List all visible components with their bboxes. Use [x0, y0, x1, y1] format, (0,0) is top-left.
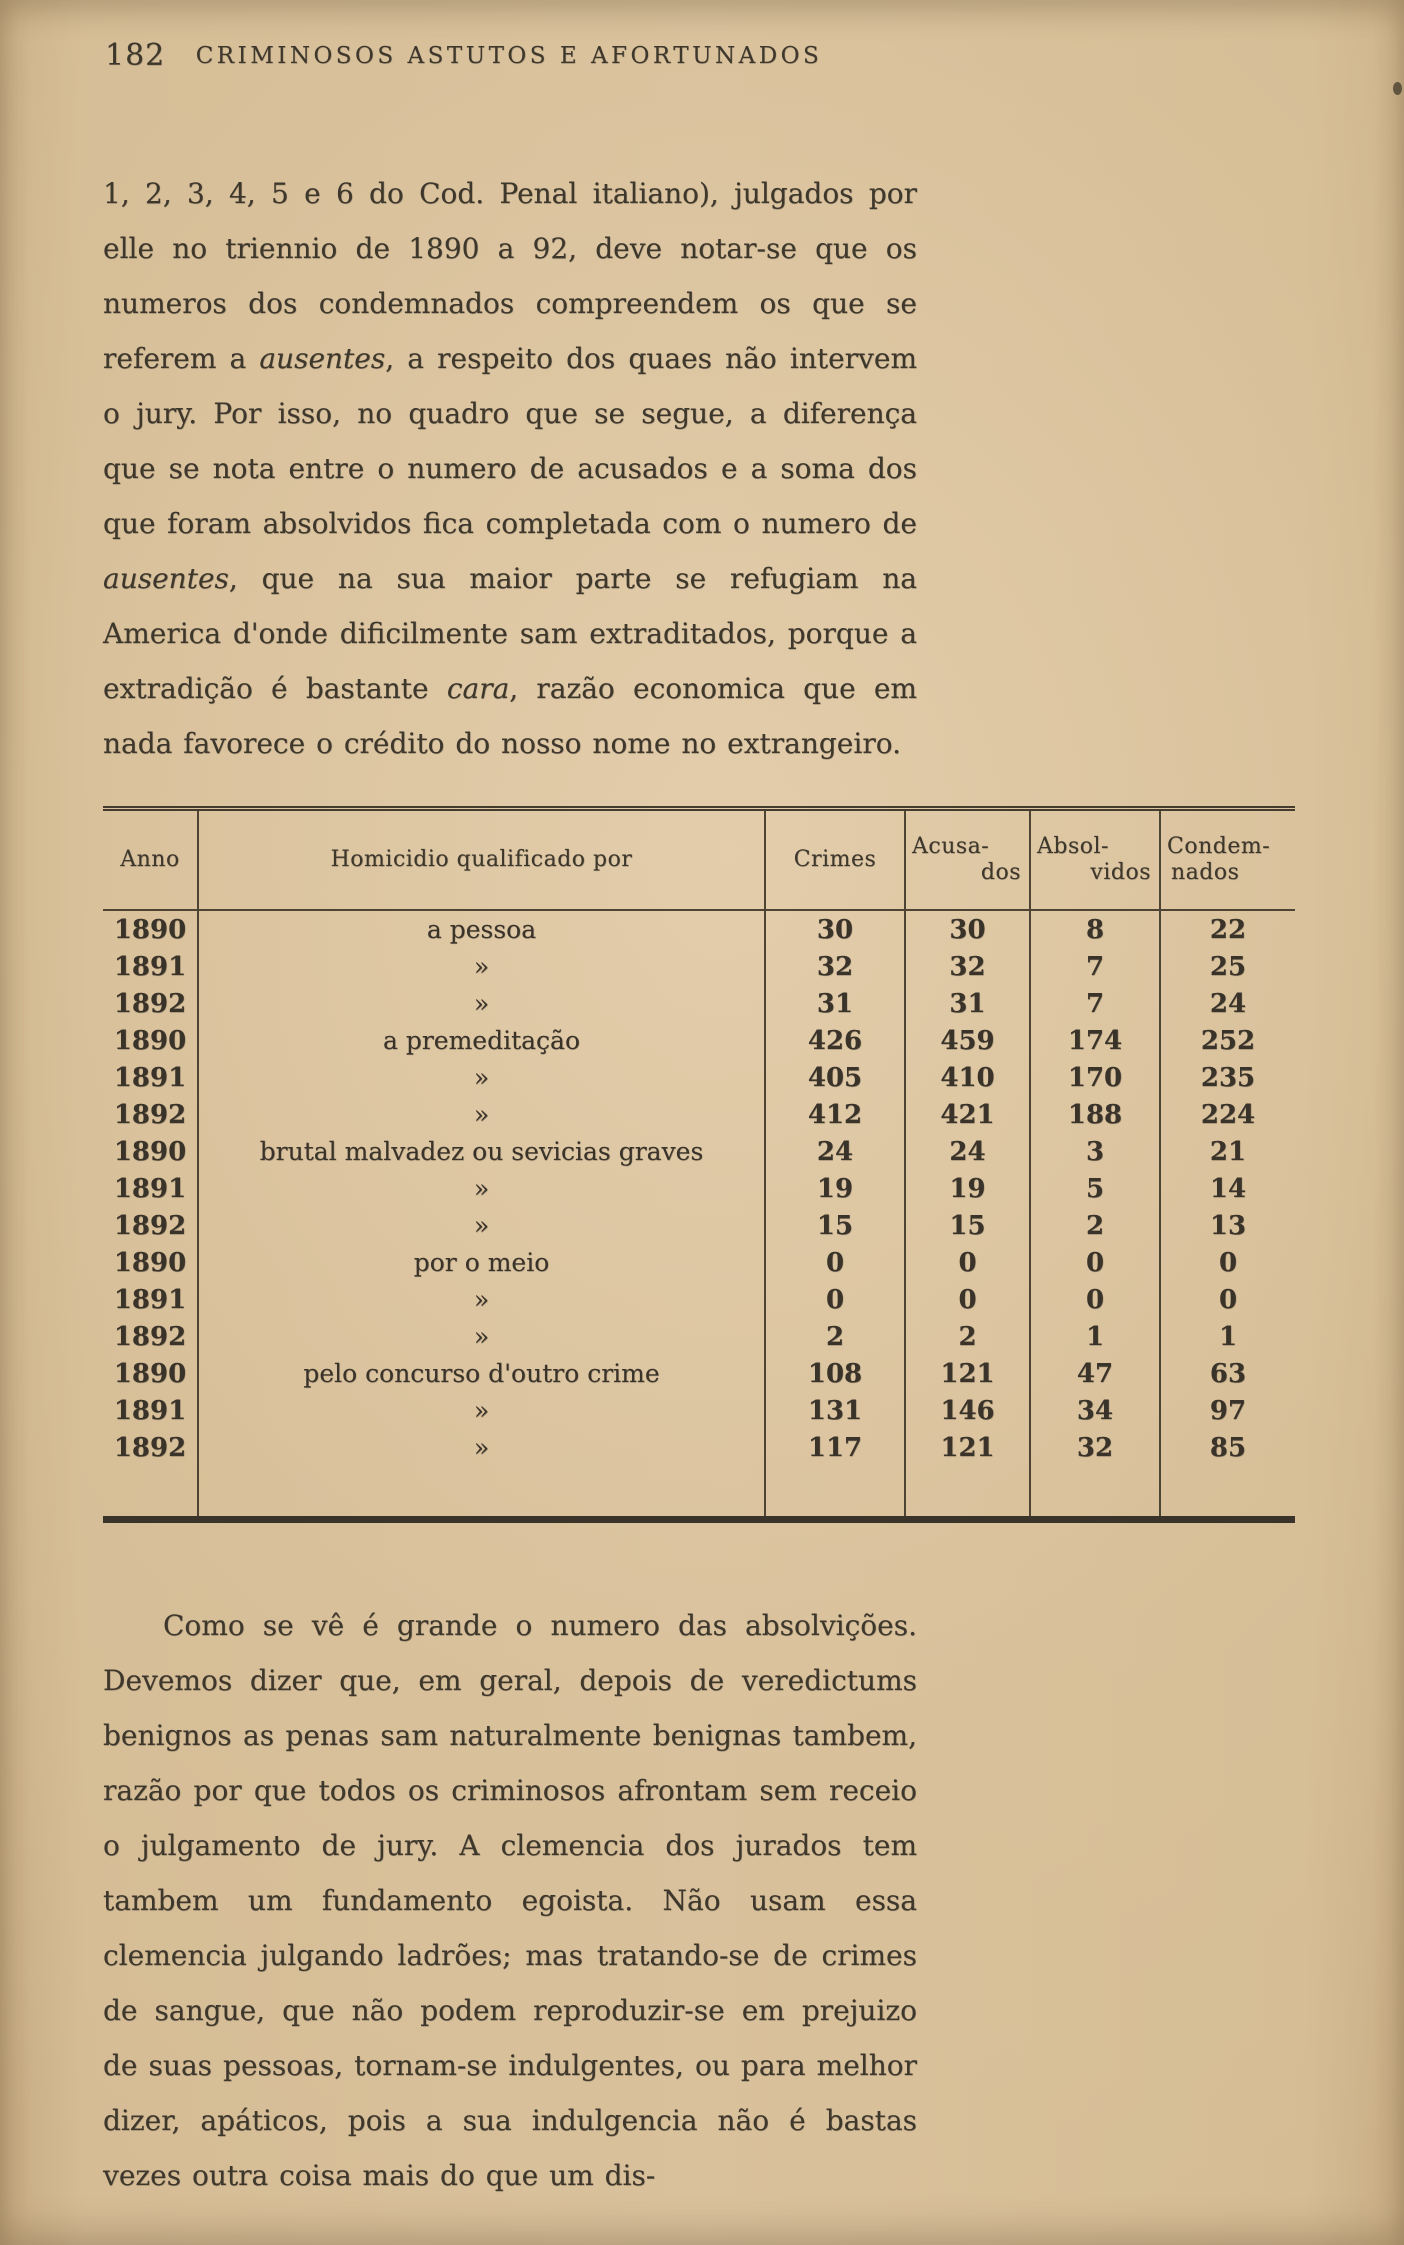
statistics-table — [103, 806, 1295, 1523]
table-cell: 24 — [1160, 985, 1295, 1022]
table-cell: 1891 — [113, 1284, 187, 1315]
table-cell: 0 — [765, 1244, 905, 1281]
header-crimes: Crimes — [765, 809, 905, 911]
spacer-row — [103, 1466, 1295, 1520]
table-cell: » — [198, 1207, 765, 1244]
table-cell: » — [198, 1170, 765, 1207]
table-cell: 47 — [1030, 1355, 1160, 1392]
table-cell: 0 — [1030, 1281, 1160, 1318]
table-cell: 0 — [905, 1281, 1030, 1318]
table-cell: » — [198, 1392, 765, 1429]
table-cell: 1 — [1030, 1318, 1160, 1355]
table-cell: 7 — [1030, 948, 1160, 985]
scan-speck — [1393, 82, 1402, 95]
table-cell: 1891 — [113, 1173, 187, 1204]
table-cell: 2 — [765, 1318, 905, 1355]
table-row — [103, 1133, 1295, 1170]
table-cell: por o meio — [198, 1244, 765, 1281]
italic-ausentes: ausentes — [103, 562, 229, 595]
running-head — [103, 36, 915, 84]
table-cell: 0 — [1030, 1244, 1160, 1281]
table-cell: 31 — [765, 985, 905, 1022]
table-cell: 22 — [1160, 910, 1295, 948]
table-cell: 1892 — [113, 1099, 187, 1130]
table-cell: » — [198, 1429, 765, 1466]
table-cell: » — [198, 1281, 765, 1318]
paragraph-2: Como se vê é grande o numero das absolvições. Devemos dizer que, em geral, depois de veredictums benignos as penas sam naturalmente benignas tambem, razão por que todos os criminosos afrontam sem receio o julgamento de jury. A clemencia dos jurados tem tambem um fundamento egoista. Não usam essa clemencia julgando ladrões; mas tratando-se de crimes de sangue, que não podem reproduzir-se em prejuizo de suas pessoas, tornam-se indulgentes, ou para melhor dizer, apáticos, pois a sua indulgencia não é bastas vezes outra coisa mais do que um dis- — [103, 1609, 917, 2192]
table-header-row — [103, 809, 1295, 911]
table-row — [103, 1059, 1295, 1096]
table-cell: 21 — [1160, 1133, 1295, 1170]
table-cell: 1890 — [113, 1025, 187, 1056]
table-cell: 3 — [1030, 1133, 1160, 1170]
table-row — [103, 1392, 1295, 1429]
table-cell: 121 — [905, 1429, 1030, 1466]
table-cell: 1891 — [113, 1062, 187, 1093]
table-row — [103, 1096, 1295, 1133]
table-row — [103, 985, 1295, 1022]
table-cell: 108 — [765, 1355, 905, 1392]
table-cell: » — [198, 1059, 765, 1096]
paragraph-1-text: , a respeito dos quaes não intervem o jury. Por isso, no quadro que se segue, a diferença que se nota entre o numero de acusados e a soma dos que foram absolvidos fica completada com o numero de — [103, 342, 917, 540]
table-row — [103, 1170, 1295, 1207]
table-cell: 63 — [1160, 1355, 1295, 1392]
table-cell: » — [198, 1318, 765, 1355]
italic-cara: cara — [446, 672, 510, 705]
table-cell: 1891 — [113, 1395, 187, 1426]
table-cell: 0 — [905, 1244, 1030, 1281]
table-row — [103, 1207, 1295, 1244]
header-homicidio: Homicidio qualificado por — [198, 809, 765, 911]
page-number: 182 — [105, 38, 166, 73]
table-cell: 146 — [905, 1392, 1030, 1429]
table-cell: 170 — [1030, 1059, 1160, 1096]
table-row — [103, 1281, 1295, 1318]
table-cell: 13 — [1160, 1207, 1295, 1244]
table-cell: 85 — [1160, 1429, 1295, 1466]
table-cell: 117 — [765, 1429, 905, 1466]
table-cell: a pessoa — [198, 910, 765, 948]
table-cell: 1890 — [113, 1247, 187, 1278]
table-cell: 25 — [1160, 948, 1295, 985]
table-cell: 1892 — [113, 988, 187, 1019]
table-cell: 0 — [765, 1281, 905, 1318]
table-cell: 1890 — [113, 1136, 187, 1167]
table-cell: 32 — [765, 948, 905, 985]
table-cell: 8 — [1030, 910, 1160, 948]
table-cell: 5 — [1030, 1170, 1160, 1207]
table-cell: 1892 — [113, 1210, 187, 1241]
table-cell: 2 — [905, 1318, 1030, 1355]
statistics-table-wrapper — [103, 806, 1295, 1523]
table-cell: 459 — [905, 1022, 1030, 1059]
table-row — [103, 910, 1295, 948]
table-cell: 2 — [1030, 1207, 1160, 1244]
table-cell: 97 — [1160, 1392, 1295, 1429]
table-cell: 131 — [765, 1392, 905, 1429]
table-cell: » — [198, 948, 765, 985]
table-cell: 24 — [765, 1133, 905, 1170]
table-cell: 32 — [1030, 1429, 1160, 1466]
table-cell: 235 — [1160, 1059, 1295, 1096]
table-cell: 30 — [765, 910, 905, 948]
table-cell: 19 — [765, 1170, 905, 1207]
table-cell: 31 — [905, 985, 1030, 1022]
table-cell: 121 — [905, 1355, 1030, 1392]
table-cell: 1890 — [113, 1358, 187, 1389]
table-cell: 174 — [1030, 1022, 1160, 1059]
table-cell: 34 — [1030, 1392, 1160, 1429]
table-spacer — [103, 1466, 1295, 1520]
table-cell: 24 — [905, 1133, 1030, 1170]
header-absolvidos: Absol- vidos — [1030, 809, 1160, 911]
table-cell: 19 — [905, 1170, 1030, 1207]
table-cell: 0 — [1160, 1244, 1295, 1281]
table-cell: 405 — [765, 1059, 905, 1096]
table-cell: 412 — [765, 1096, 905, 1133]
paragraph-1-text: 1, 2, 3, 4, 5 e 6 do Cod. Penal italiano), julgados por elle no triennio de 1890 a 92, deve notar-se que os numeros dos condemnados compreendem os que se referem a — [103, 177, 917, 375]
table-cell: 410 — [905, 1059, 1030, 1096]
table-cell: 7 — [1030, 985, 1160, 1022]
table-cell: pelo concurso d'outro crime — [198, 1355, 765, 1392]
table-cell: 426 — [765, 1022, 905, 1059]
running-title: CRIMINOSOS ASTUTOS E AFORTUNADOS — [195, 43, 823, 69]
table-cell: 15 — [905, 1207, 1030, 1244]
table-cell: » — [198, 1096, 765, 1133]
table-cell: 1891 — [113, 951, 187, 982]
table-cell: 252 — [1160, 1022, 1295, 1059]
table-cell: 421 — [905, 1096, 1030, 1133]
paragraph-1 — [103, 166, 917, 771]
table-row — [103, 1022, 1295, 1059]
table-cell: 1 — [1160, 1318, 1295, 1355]
table-cell: » — [198, 985, 765, 1022]
header-condemnados: Condem- nados — [1160, 809, 1295, 911]
table-body — [103, 910, 1295, 1466]
table-cell: 1892 — [113, 1321, 187, 1352]
header-acusados: Acusa- dos — [905, 809, 1030, 911]
paragraph-1-text: , razão economica que em nada favorece o crédito do nosso nome no extrangeiro. — [103, 672, 917, 760]
table-cell: 0 — [1160, 1281, 1295, 1318]
table-row — [103, 1318, 1295, 1355]
table-header — [103, 809, 1295, 911]
table-cell: brutal malvadez ou sevicias graves — [198, 1133, 765, 1170]
table-row — [103, 1244, 1295, 1281]
table-row — [103, 1355, 1295, 1392]
table-cell: 32 — [905, 948, 1030, 985]
header-anno: Anno — [103, 809, 198, 911]
table-cell: 30 — [905, 910, 1030, 948]
table-cell: 15 — [765, 1207, 905, 1244]
paragraph-1-text: , que na sua maior parte se refugiam na America d'onde dificilmente sam extraditados, porque a extradição é bastante — [103, 562, 917, 705]
table-cell: 1890 — [113, 914, 187, 945]
table-cell: a premeditação — [198, 1022, 765, 1059]
table-row — [103, 948, 1295, 985]
table-cell: 224 — [1160, 1096, 1295, 1133]
table-row — [103, 1429, 1295, 1466]
italic-ausentes: ausentes — [259, 342, 386, 375]
table-cell: 1892 — [113, 1432, 187, 1463]
table-cell: 14 — [1160, 1170, 1295, 1207]
table-cell: 188 — [1030, 1096, 1160, 1133]
